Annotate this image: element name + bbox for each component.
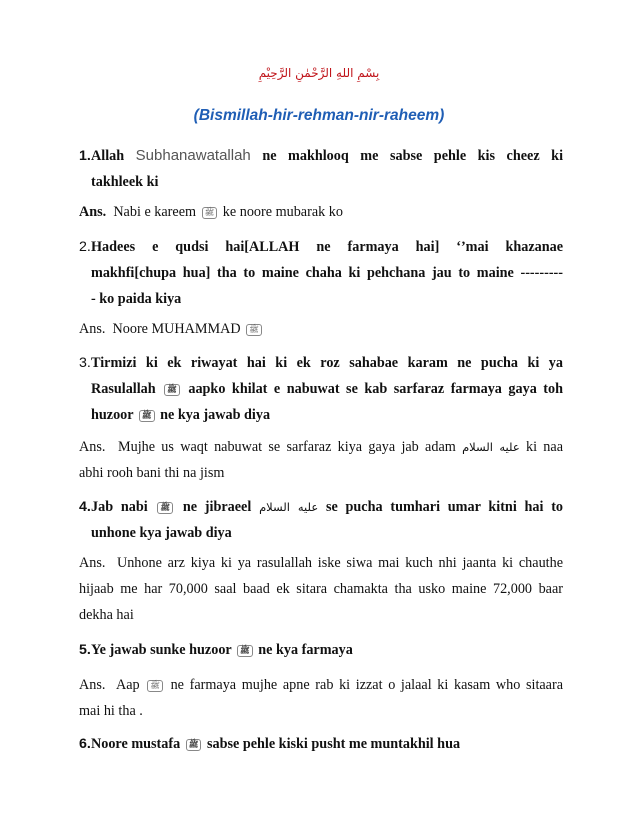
q2-text: makhfi[chupa hua] tha to maine chaha ki pehchana jau to maine --------- [91,265,563,281]
pbuh-icon: ﷺ [186,739,202,751]
pbuh-icon: ﷺ [202,207,218,219]
question-number: 3. [79,355,91,371]
q1-text: Allah [91,148,125,164]
answer-label: Ans. [79,439,106,455]
pbuh-icon: ﷺ [139,410,155,422]
a5-text: Aap [115,677,140,693]
a2-text: Noore MUHAMMAD [112,321,241,337]
a3-text: abhi rooh bani thi na jism [79,465,225,481]
question-3 [79,350,564,428]
question-5 [79,637,563,663]
pbuh-icon: ﷺ [164,384,180,396]
answer-label: Ans. [79,204,107,220]
a1-text: Nabi e kareem [113,204,197,220]
a4-text: hijaab me har 70,000 saal baad ek sitara chamakta tha usko maine 72,000 baar [79,581,563,597]
question-number: 2. [79,239,91,255]
alaihissalam-arabic: عليه السلام [259,500,319,514]
q1-text: ne makhlooq me sabse pehle kis cheez ki [262,148,564,164]
question-1 [79,143,564,195]
answer-label: Ans. [79,555,106,571]
question-number: 1. [79,148,91,164]
pbuh-icon: ﷺ [237,645,253,657]
q3-text: huzoor [91,407,134,423]
pbuh-icon: ﷺ [246,324,262,336]
a5-text: ne farmaya mujhe apne rab ki izzat o jalaal ki kasam who sitaara [170,677,564,693]
answer-3 [79,434,563,486]
q2-text: Hadees e qudsi hai[ALLAH ne farmaya hai] ‘’mai khazanae [91,239,563,255]
q2-text: - ko paida kiya [91,291,182,307]
q4-text: Jab nabi [91,499,148,515]
answer-1 [79,199,563,225]
q3-text: Rasulallah [91,381,156,397]
a4-text: dekha hai [79,607,134,623]
q3-text: aapko khilat e nabuwat se kab sarfaraz farmaya gaya toh [188,381,564,397]
q3-text: ne kya jawab diya [160,407,271,423]
q6-text: Noore mustafa [91,736,181,752]
answer-4 [79,550,563,628]
question-2 [79,234,563,312]
a4-text: Unhone arz kiya ki ya rasulallah iske siwa mai kuch nhi jaanta ki chauthe [116,555,563,571]
answer-label: Ans. [79,321,106,337]
q5-text: ne kya farmaya [258,642,353,658]
a5-text: mai hi tha . [79,703,143,719]
a1-text: ke noore mubarak ko [222,204,343,220]
answer-5 [79,672,563,724]
question-number: 5. [79,642,91,658]
alaihissalam-arabic: عليه السلام [462,440,520,454]
answer-label: Ans. [79,677,106,693]
q6-text: sabse pehle kiski pusht me muntakhil hua [206,736,461,752]
question-number: 4. [79,499,91,515]
q4-text: ne jibraeel [182,499,252,515]
pbuh-icon: ﷺ [147,680,163,692]
question-6 [79,731,563,757]
pbuh-icon: ﷺ [157,502,173,514]
q1-text: takhleek ki [91,174,159,190]
q1-subhana: Subhanawatallah [135,147,251,164]
answer-2 [79,316,563,342]
q4-text: unhone kya jawab diya [91,525,232,541]
q3-text: Tirmizi ki ek riwayat hai ki ek roz sahabae karam ne pucha ki ya [91,355,563,371]
question-number: 6. [79,736,91,752]
a3-text: Mujhe us waqt nabuwat se sarfaraz kiya gaya jab adam [117,439,456,455]
q5-text: Ye jawab sunke huzoor [91,642,232,658]
a3-text: ki naa [525,439,563,455]
bismillah-latin: (Bismillah-hir-rehman-nir-raheem) [193,107,445,124]
bismillah-arabic: بِسْمِ اللهِ الرَّحْمٰنِ الرَّحِيْمِ [258,66,380,80]
question-4 [79,494,564,546]
q4-text: se pucha tumhari umar kitni hai to [325,499,564,515]
